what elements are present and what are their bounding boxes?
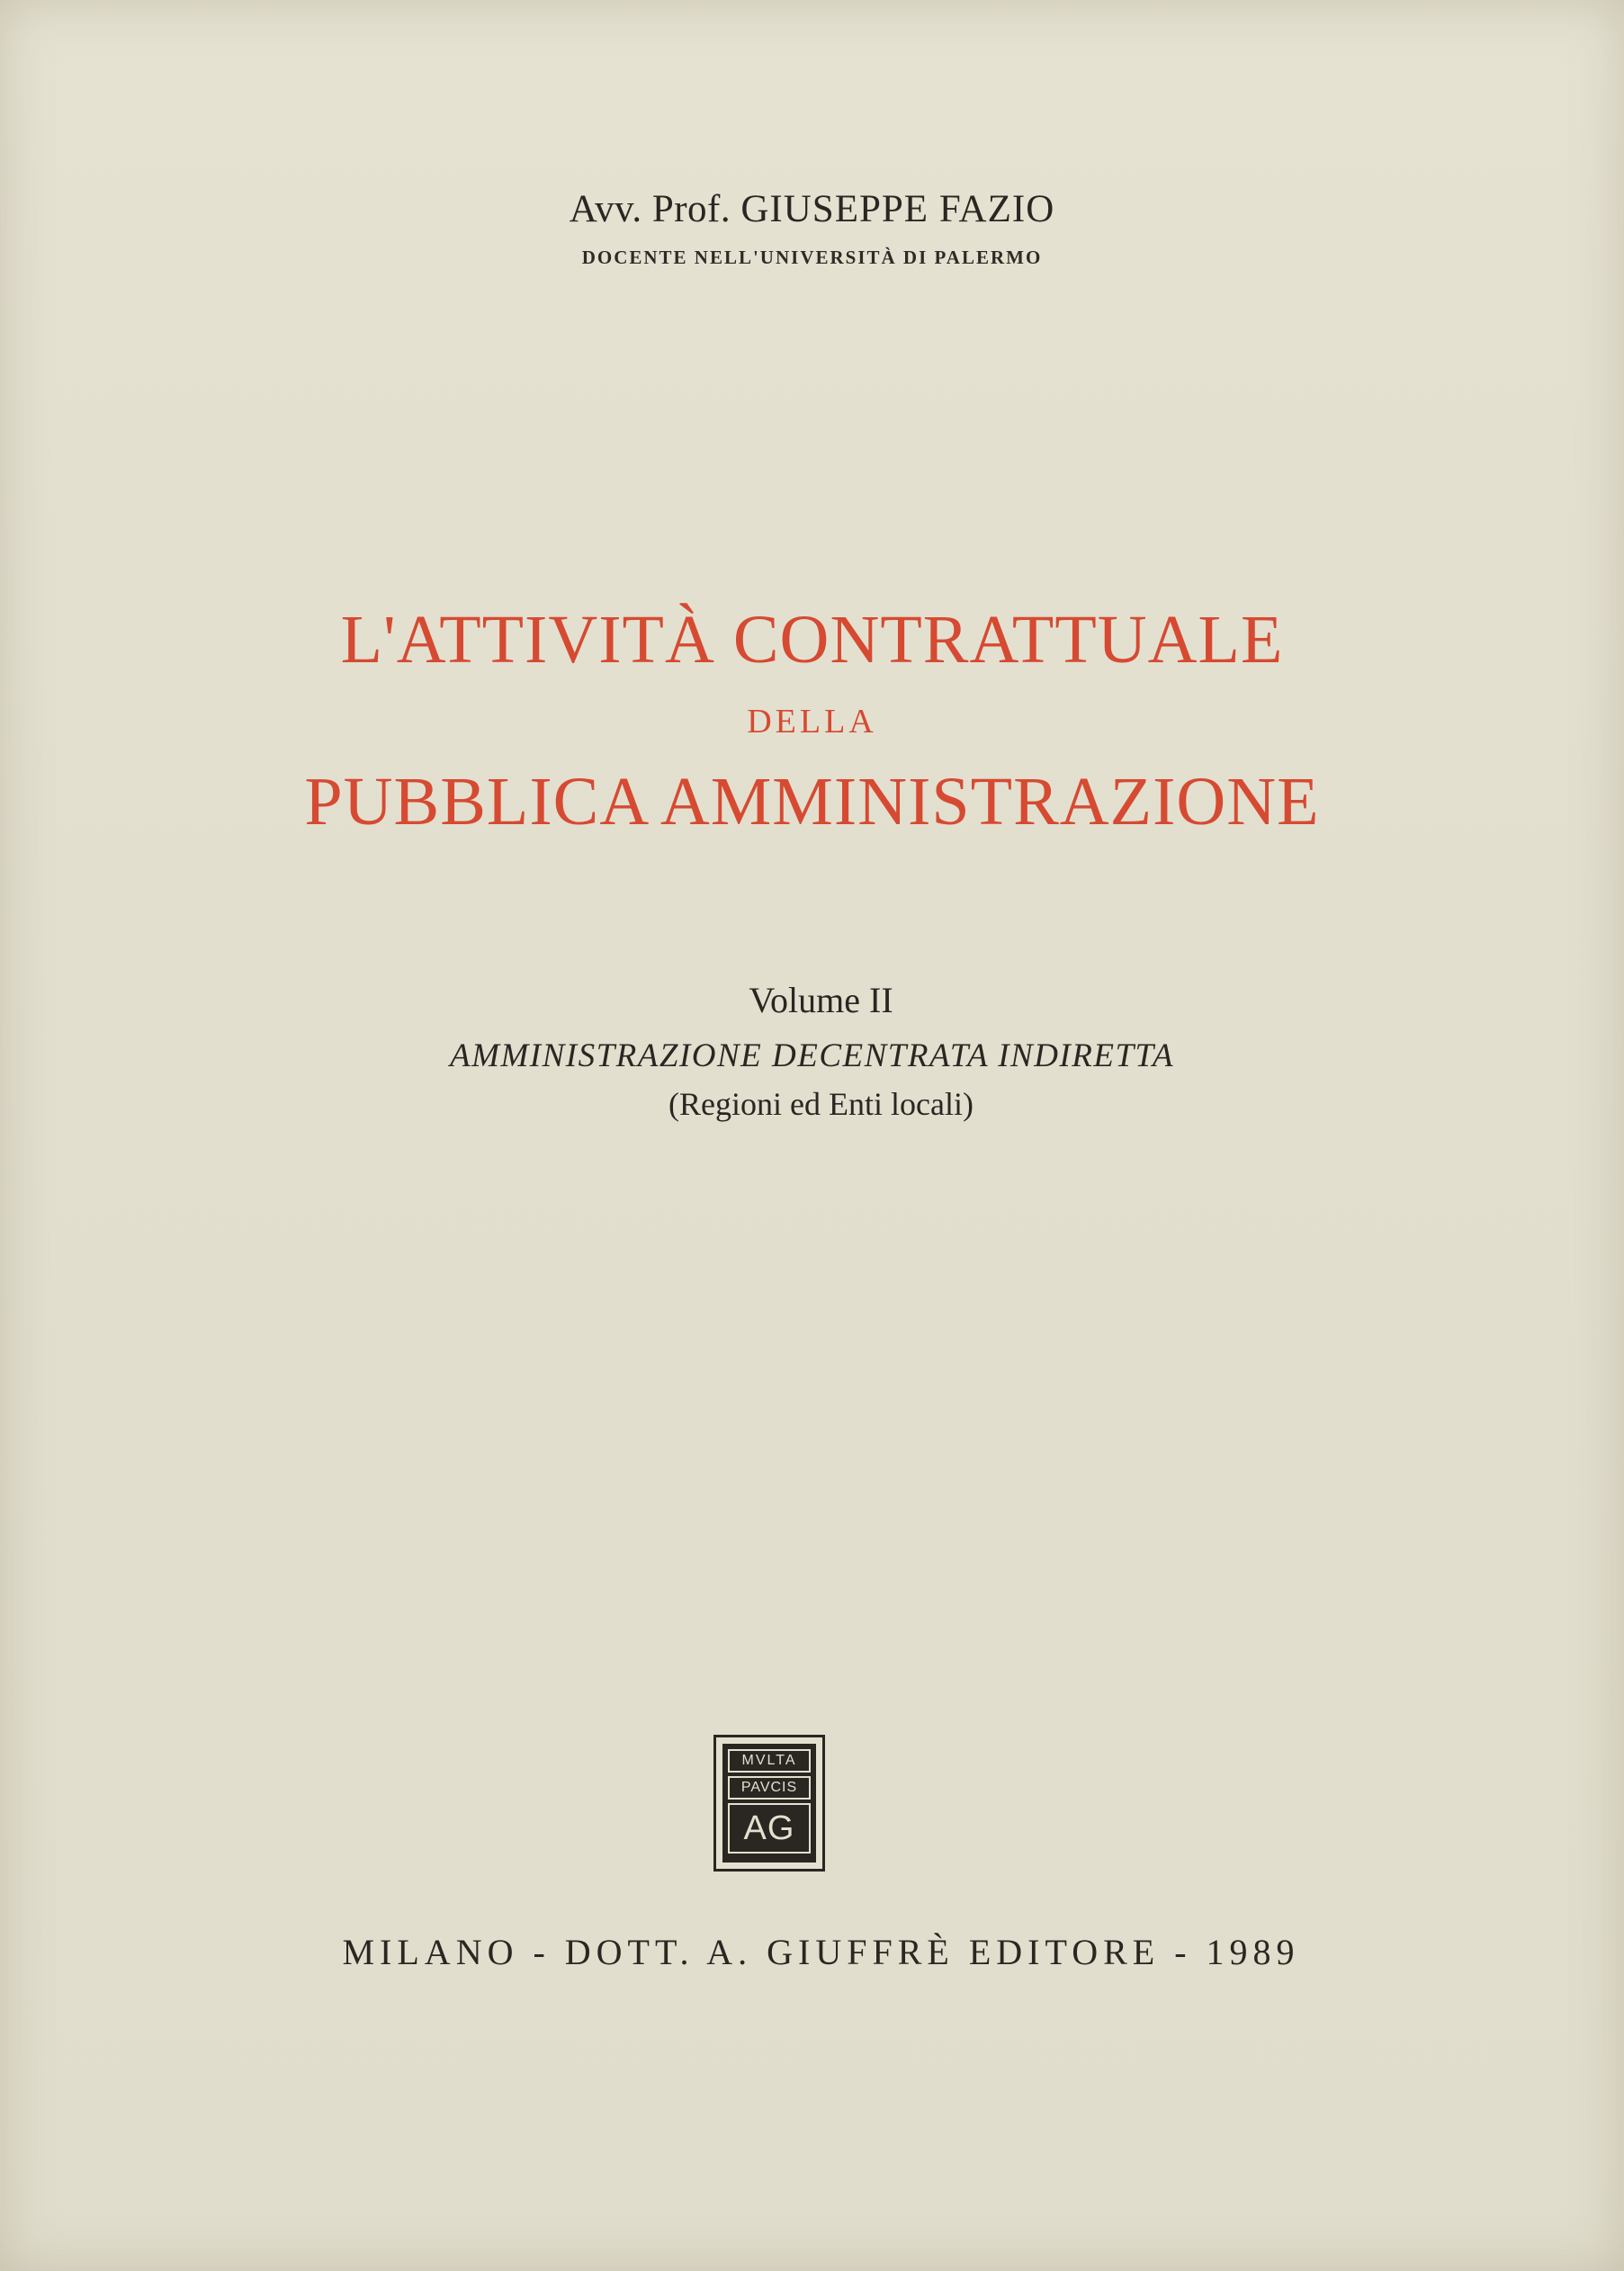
publisher-emblem bbox=[713, 1735, 825, 1872]
emblem-field bbox=[722, 1744, 816, 1863]
title-line-3: PUBBLICA AMMINISTRAZIONE bbox=[304, 764, 1320, 839]
emblem-motto-2: PAVCIS bbox=[728, 1776, 811, 1800]
emblem-motto-1: MVLTA bbox=[728, 1749, 811, 1773]
author-prefix: Avv. Prof. bbox=[569, 188, 731, 230]
author-line bbox=[0, 187, 1624, 231]
emblem-monogram: AG bbox=[728, 1803, 811, 1854]
volume-label: Volume II bbox=[749, 980, 893, 1020]
title-line-2: DELLA bbox=[747, 703, 877, 741]
title-line-1: L'ATTIVITÀ CONTRATTUALE bbox=[340, 602, 1284, 678]
publisher-imprint: MILANO - DOTT. A. GIUFFRÈ EDITORE - 1989 bbox=[342, 1932, 1300, 1972]
volume-note: (Regioni ed Enti locali) bbox=[668, 1086, 974, 1122]
author-name: GIUSEPPE FAZIO bbox=[740, 188, 1055, 230]
volume-subtitle: AMMINISTRAZIONE DECENTRATA INDIRETTA bbox=[450, 1037, 1174, 1074]
author-affiliation: DOCENTE NELL'UNIVERSITÀ DI PALERMO bbox=[581, 247, 1043, 268]
